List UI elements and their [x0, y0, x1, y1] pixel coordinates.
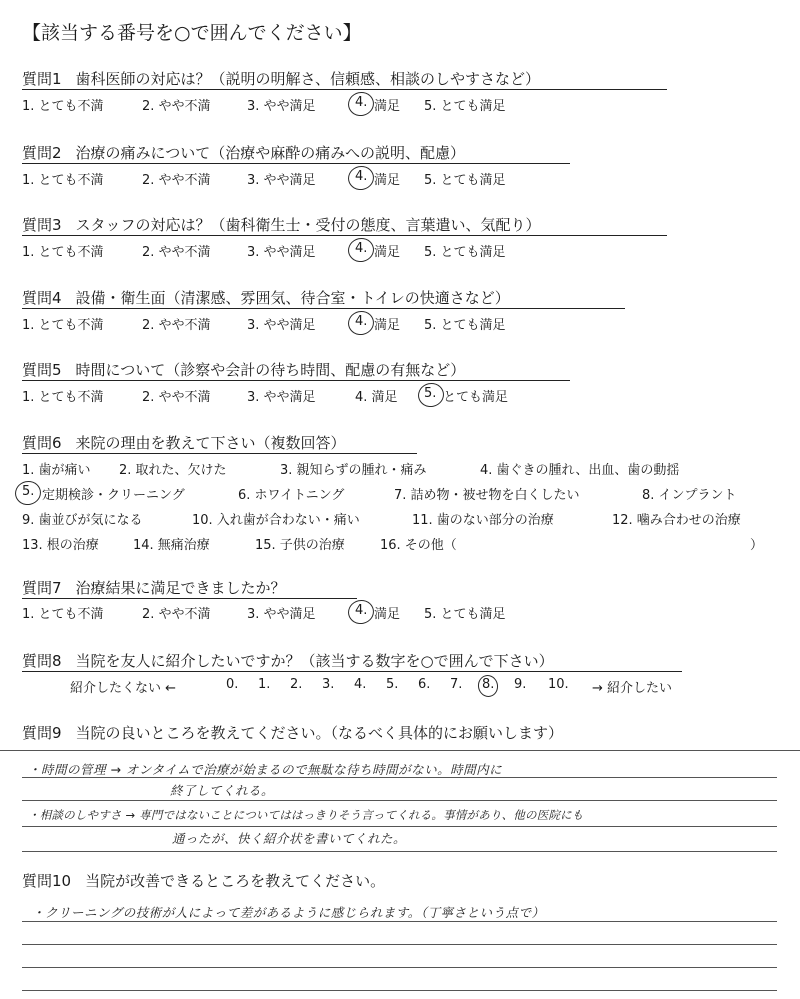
reason-11[interactable]: 11. 歯のない部分の治療	[412, 513, 554, 528]
scale-4[interactable]: 4.	[354, 677, 367, 692]
question-7-underline	[22, 598, 357, 599]
writing-line	[22, 800, 777, 801]
question-9-label: 質問9	[22, 724, 62, 742]
reason-5-text: 定期検診・クリーニング	[42, 488, 185, 503]
option-5[interactable]: 5. とても満足	[424, 245, 506, 260]
handwritten-answer-line: 終了してくれる。	[170, 783, 275, 798]
scale-3[interactable]: 3.	[322, 677, 335, 692]
writing-line	[22, 851, 777, 852]
scale-right-label: → 紹介したい	[592, 681, 673, 696]
question-5-options	[22, 386, 782, 404]
question-2-text: 治療の痛みについて（治療や麻酔の痛みへの説明、配慮）	[75, 144, 465, 162]
question-7-options	[22, 603, 782, 621]
option-1[interactable]: 1. とても不満	[22, 99, 104, 114]
handwritten-answer-line: ・時間の管理 → オンタイムで治療が始まるので無駄な待ち時間がない。時間内に	[28, 762, 503, 777]
writing-line	[22, 826, 777, 827]
handwritten-answer-line: ・クリーニングの技術が人によって差があるように感じられます。（丁寧さという点で）	[32, 905, 545, 920]
option-5[interactable]: 5. とても満足	[424, 99, 506, 114]
selected-circle-mark	[346, 236, 376, 265]
scale-9[interactable]: 9.	[514, 677, 527, 692]
question-2-underline	[22, 163, 570, 164]
handwritten-answer-line: ・相談のしやすさ → 専門ではないことについてははっきりそう言ってくれる。事情があり、他の医院にも	[28, 808, 584, 822]
question-4	[22, 287, 510, 308]
reason-16-close-paren: ）	[750, 538, 764, 553]
option-2[interactable]: 2. やや不満	[142, 318, 211, 333]
scale-10[interactable]: 10.	[548, 677, 569, 692]
writing-line	[22, 944, 777, 945]
selected-circle-mark	[416, 381, 446, 410]
question-3-label: 質問3	[22, 216, 62, 234]
selected-circle-mark	[346, 598, 376, 627]
option-5-text: とても満足	[443, 390, 509, 405]
reason-5[interactable]: 5.	[22, 484, 35, 499]
question-6-row-3	[22, 509, 792, 527]
option-2[interactable]: 2. やや不満	[142, 99, 211, 114]
form-header: 【該当する番号を○で囲んでください】	[22, 22, 362, 44]
option-4-text: 満足	[374, 173, 401, 188]
question-4-text: 設備・衛生面（清潔感、雰囲気、待合室・トイレの快適さなど）	[75, 289, 510, 307]
option-3[interactable]: 3. やや満足	[247, 173, 316, 188]
question-10-label: 質問10	[22, 872, 72, 890]
selected-circle-mark	[476, 673, 500, 699]
option-4-text: 満足	[374, 99, 401, 114]
option-5[interactable]: 5. とても満足	[424, 318, 506, 333]
scale-6[interactable]: 6.	[418, 677, 431, 692]
question-8-text: 当院を友人に紹介したいですか？（該当する数字を○で囲んで下さい）	[75, 652, 554, 670]
reason-13[interactable]: 13. 根の治療	[22, 538, 99, 553]
option-4[interactable]: 4.	[355, 314, 368, 329]
question-1-text: 歯科医師の対応は？（説明の明解さ、信頼感、相談のしやすさなど）	[75, 70, 540, 88]
question-1	[22, 68, 540, 89]
question-8-label: 質問8	[22, 652, 62, 670]
reason-8[interactable]: 8. インプラント	[642, 488, 737, 503]
option-1[interactable]: 1. とても不満	[22, 607, 104, 622]
question-6-row-4	[22, 534, 792, 552]
reason-15[interactable]: 15. 子供の治療	[255, 538, 345, 553]
question-7-label: 質問7	[22, 579, 62, 597]
question-4-underline	[22, 308, 625, 309]
question-10-text: 当院が改善できるところを教えてください。	[85, 872, 386, 890]
question-10	[22, 870, 385, 891]
selected-circle-mark	[13, 479, 43, 508]
question-3-options	[22, 241, 782, 259]
option-4[interactable]: 4.	[355, 95, 368, 110]
reason-16[interactable]: 16. その他（	[380, 538, 457, 553]
question-1-options	[22, 95, 782, 113]
option-1[interactable]: 1. とても不満	[22, 318, 104, 333]
option-5[interactable]: 5. とても満足	[424, 607, 506, 622]
question-9	[22, 722, 563, 743]
writing-line	[22, 990, 777, 991]
option-5[interactable]: 5. とても満足	[424, 173, 506, 188]
reason-14[interactable]: 14. 無痛治療	[133, 538, 210, 553]
question-6-row-2	[22, 484, 792, 502]
writing-line	[22, 921, 777, 922]
option-3[interactable]: 3. やや満足	[247, 390, 316, 405]
question-6-label: 質問6	[22, 434, 62, 452]
reason-6[interactable]: 6. ホワイトニング	[238, 488, 345, 503]
option-2[interactable]: 2. やや不満	[142, 390, 211, 405]
question-7	[22, 577, 286, 598]
option-3[interactable]: 3. やや満足	[247, 607, 316, 622]
question-6-row-1	[22, 459, 792, 477]
scale-5[interactable]: 5.	[386, 677, 399, 692]
question-2	[22, 142, 465, 163]
question-6	[22, 432, 346, 453]
option-3[interactable]: 3. やや満足	[247, 99, 316, 114]
question-2-label: 質問2	[22, 144, 62, 162]
question-1-label: 質問1	[22, 70, 62, 88]
scale-0[interactable]: 0.	[226, 677, 239, 692]
option-2[interactable]: 2. やや不満	[142, 173, 211, 188]
option-4[interactable]: 4. 満足	[355, 390, 398, 405]
question-8-scale	[0, 677, 800, 695]
selected-circle-mark	[346, 309, 376, 338]
scale-7[interactable]: 7.	[450, 677, 463, 692]
question-1-underline	[22, 89, 667, 90]
option-1[interactable]: 1. とても不満	[22, 245, 104, 260]
option-5[interactable]: 5.	[424, 386, 437, 401]
question-5	[22, 359, 465, 380]
question-3-text: スタッフの対応は？（歯科衛生士・受付の態度、言葉遣い、気配り）	[75, 216, 541, 234]
reason-12[interactable]: 12. 噛み合わせの治療	[612, 513, 741, 528]
writing-line	[22, 777, 777, 778]
question-6-underline	[22, 453, 417, 454]
option-4[interactable]: 4.	[355, 169, 368, 184]
question-5-label: 質問5	[22, 361, 62, 379]
writing-line	[22, 967, 777, 968]
question-4-label: 質問4	[22, 289, 62, 307]
reason-7[interactable]: 7. 詰め物・被せ物を白くしたい	[394, 488, 580, 503]
reason-10[interactable]: 10. 入れ歯が合わない・痛い	[192, 513, 360, 528]
reason-3[interactable]: 3. 親知らずの腫れ・痛み	[280, 463, 427, 478]
scale-2[interactable]: 2.	[290, 677, 303, 692]
question-4-options	[22, 314, 782, 332]
reason-9[interactable]: 9. 歯並びが気になる	[22, 513, 143, 528]
option-3[interactable]: 3. やや満足	[247, 245, 316, 260]
handwritten-answer-line: 通ったが、快く紹介状を書いてくれた。	[172, 831, 407, 846]
scale-left-label: 紹介したくない ←	[70, 681, 177, 696]
scale-8[interactable]: 8.	[482, 677, 495, 692]
option-4-text: 満足	[374, 245, 401, 260]
reason-2[interactable]: 2. 取れた、欠けた	[119, 463, 227, 478]
option-3[interactable]: 3. やや満足	[247, 318, 316, 333]
selected-circle-mark	[346, 164, 376, 193]
question-8	[22, 650, 554, 671]
question-6-text: 来院の理由を教えて下さい（複数回答）	[75, 434, 346, 452]
reason-1[interactable]: 1. 歯が痛い	[22, 463, 91, 478]
option-4[interactable]: 4.	[355, 603, 368, 618]
option-4-text: 満足	[374, 607, 401, 622]
selected-circle-mark	[346, 90, 376, 119]
question-3-underline	[22, 235, 667, 236]
option-4-text: 満足	[374, 318, 401, 333]
option-1[interactable]: 1. とても不満	[22, 390, 104, 405]
question-5-underline	[22, 380, 570, 381]
question-5-text: 時間について（診察や会計の待ち時間、配慮の有無など）	[75, 361, 466, 379]
option-2[interactable]: 2. やや不満	[142, 607, 211, 622]
scale-1[interactable]: 1.	[258, 677, 271, 692]
reason-4[interactable]: 4. 歯ぐきの腫れ、出血、歯の動揺	[480, 463, 680, 478]
question-3	[22, 214, 541, 235]
question-8-underline	[22, 671, 682, 672]
question-9-text: 当院の良いところを教えてください。（なるべく具体的にお願いします）	[75, 724, 564, 742]
option-4[interactable]: 4.	[355, 241, 368, 256]
writing-line	[0, 750, 800, 751]
question-7-text: 治療結果に満足できましたか？	[75, 579, 286, 597]
option-1[interactable]: 1. とても不満	[22, 173, 104, 188]
question-2-options	[22, 169, 782, 187]
option-2[interactable]: 2. やや不満	[142, 245, 211, 260]
